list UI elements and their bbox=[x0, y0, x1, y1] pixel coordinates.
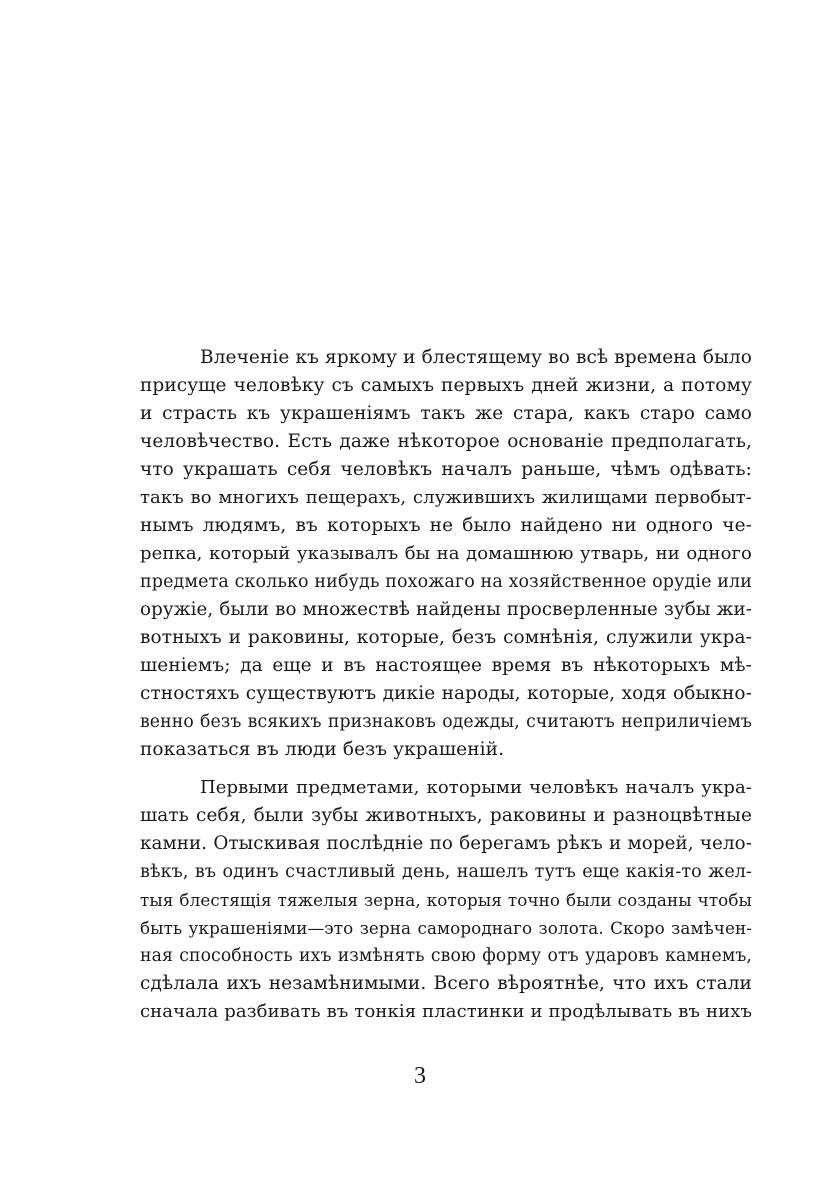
text-line: быть украшеніями—это зерна самороднаго золота. Скоро замѣчен- bbox=[140, 918, 752, 938]
text-line: стностяхъ существуютъ дикіе народы, которые, ходя обыкно- bbox=[140, 683, 752, 704]
text-line: человѣчество. Есть даже нѣкоторое основаніе предполагать, bbox=[140, 431, 752, 452]
text-line: Первыми предметами, которыми человѣкъ началъ укра- bbox=[200, 777, 752, 798]
text-line: показаться въ люди безъ украшеній. bbox=[140, 739, 505, 760]
text-line: сначала разбивать въ тонкія пластинки и продѣлывать въ нихъ bbox=[140, 1001, 752, 1022]
text-line: оружіе, были во множествѣ найдены просверленные зубы жи- bbox=[140, 599, 752, 620]
text-line: шеніемъ; да еще и въ настоящее время въ нѣкоторыхъ мѣ- bbox=[140, 655, 752, 676]
text-line: вотныхъ и раковины, которые, безъ сомнѣнія, служили укра- bbox=[140, 627, 752, 648]
text-line: Влеченіе къ яркому и блестящему во всѣ времена было bbox=[200, 347, 752, 368]
text-line: камни. Отыскивая послѣдніе по берегамъ рѣкъ и морей, чело- bbox=[140, 833, 752, 854]
text-line: шать себя, были зубы животныхъ, раковины и разноцвѣтные bbox=[140, 805, 752, 826]
text-line: тыя блестящія тяжелыя зерна, которыя точно были созданы чтобы bbox=[140, 890, 752, 910]
text-line: предмета сколько нибудь похожаго на хозяйственное орудіе или bbox=[140, 572, 752, 592]
text-line: присуще человѣку съ самыхъ первыхъ дней жизни, а потому bbox=[140, 375, 752, 396]
body-text bbox=[140, 344, 752, 1026]
text-line: вѣкъ, въ одинъ счастливый день, нашелъ тутъ еще какія-то жел- bbox=[140, 862, 752, 882]
text-line: репка, который указывалъ бы на домашнюю утварь, ни одного bbox=[140, 543, 752, 564]
text-line: нымъ людямъ, въ которыхъ не было найдено ни одного че- bbox=[140, 515, 752, 536]
paragraph-gap bbox=[140, 764, 752, 774]
text-line: ная способность ихъ измѣнять свою форму отъ ударовъ камнемъ, bbox=[140, 946, 752, 966]
text-line: что украшать себя человѣкъ началъ раньше, чѣмъ одѣвать: bbox=[140, 459, 752, 480]
text-line: и страсть къ украшеніямъ такъ же стара, какъ старо само bbox=[140, 403, 752, 424]
text-line: венно безъ всякихъ признаковъ одежды, считаютъ неприличіемъ bbox=[140, 712, 752, 732]
page-number: 3 bbox=[414, 1063, 426, 1089]
text-line: сдѣлала ихъ незамѣнимыми. Всего вѣроятнѣе, что ихъ стали bbox=[140, 973, 752, 994]
text-line: такъ во многихъ пещерахъ, служившихъ жилищами первобыт- bbox=[140, 487, 752, 508]
